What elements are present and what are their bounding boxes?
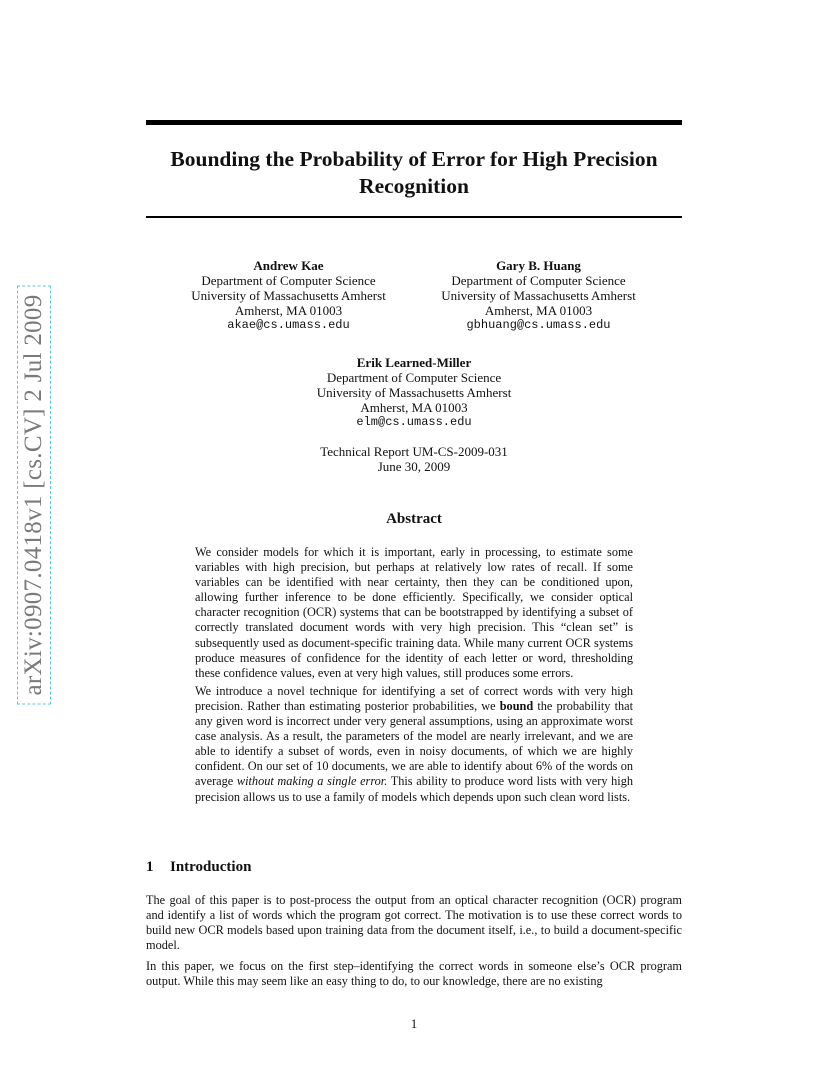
report-date: June 30, 2009 [377, 459, 451, 474]
bold-term: bound [499, 698, 534, 713]
author-addr: Amherst, MA 01003 [484, 303, 593, 318]
author-block [426, 258, 651, 333]
abstract-paragraph [195, 684, 633, 805]
author-block [286, 355, 542, 430]
author-email[interactable]: gbhuang@cs.umass.edu [466, 318, 611, 332]
body-paragraph: The goal of this paper is to post-process the output from an optical character recognition (OCR) program and identify a list of words which the program got correct. The motivation is to use these correct words to build new OCR models based upon training data from the document itself, i.e., to build a document-specific model. [146, 893, 682, 953]
text-run: We introduce a novel technique for identifying a set of correct words with very high precision. Rather than estimating posterior probabilities, we [195, 683, 633, 713]
title-bottom-rule [146, 216, 682, 218]
author-dept: Department of Computer Science [326, 370, 502, 385]
arxiv-side-stamp [14, 270, 54, 720]
author-univ: University of Massachusetts Amherst [191, 288, 386, 303]
author-name: Gary B. Huang [496, 258, 581, 273]
author-univ: University of Massachusetts Amherst [316, 385, 512, 400]
author-email[interactable]: elm@cs.umass.edu [356, 415, 472, 429]
section-heading [146, 859, 251, 876]
author-addr: Amherst, MA 01003 [234, 303, 343, 318]
author-name: Andrew Kae [253, 258, 324, 273]
author-addr: Amherst, MA 01003 [360, 400, 468, 415]
text-run: This ability to produce word lists with very high precision allows us to use a family of models which depends upon such clean word lists. [195, 774, 633, 804]
arxiv-identifier: arXiv:0907.0418v1 [cs.CV] 2 Jul 2009 [17, 285, 51, 704]
author-name: Erik Learned-Miller [356, 355, 472, 370]
report-info [286, 444, 542, 474]
italic-phrase: without making a single error. [236, 774, 388, 789]
section-title: Introduction [170, 859, 252, 875]
text-run: the probability that any given word is incorrect under very general assumptions, using an approximate worst case analysis. As a result, the parameters of the model are nearly irrelevant, and we are able to identify a subset of words, even in noisy documents, of which we are highly confident. On our set of 10 documents, we are able to identify about 6% of the words on average [195, 698, 634, 789]
introduction-body [146, 893, 682, 996]
author-block [176, 258, 401, 333]
abstract-heading: Abstract [386, 511, 442, 527]
title-top-rule [146, 120, 682, 125]
author-univ: University of Massachusetts Amherst [441, 288, 636, 303]
section-number: 1 [146, 859, 154, 875]
author-dept: Department of Computer Science [201, 273, 376, 288]
author-dept: Department of Computer Science [451, 273, 626, 288]
body-paragraph: In this paper, we focus on the first step–identifying the correct words in someone else’s OCR program output. While this may seem like an easy thing to do, to our knowledge, there are no existing [146, 959, 682, 989]
paper-title: Bounding the Probability of Error for High Precision Recognition [170, 147, 658, 198]
abstract-body [195, 545, 633, 808]
author-email[interactable]: akae@cs.umass.edu [227, 318, 350, 332]
abstract-paragraph: We consider models for which it is important, early in processing, to estimate some variables with high precision, but perhaps at relatively low rates of recall. If some variables can be identified with near certainty, then they can be conditioned upon, allowing further inference to be done efficiently. Specifically, we consider optical character recognition (OCR) systems that can be bootstrapped by identifying a subset of correctly translated document words with very high precision. This “clean set” is subsequently used as document-specific training data. While many current OCR systems produce measures of confidence for the identity of each letter or word, thresholding these confidence values, even at very high values, still produces some errors. [195, 545, 633, 680]
report-number: Technical Report UM-CS-2009-031 [320, 444, 508, 459]
page-number: 1 [410, 1016, 418, 1031]
